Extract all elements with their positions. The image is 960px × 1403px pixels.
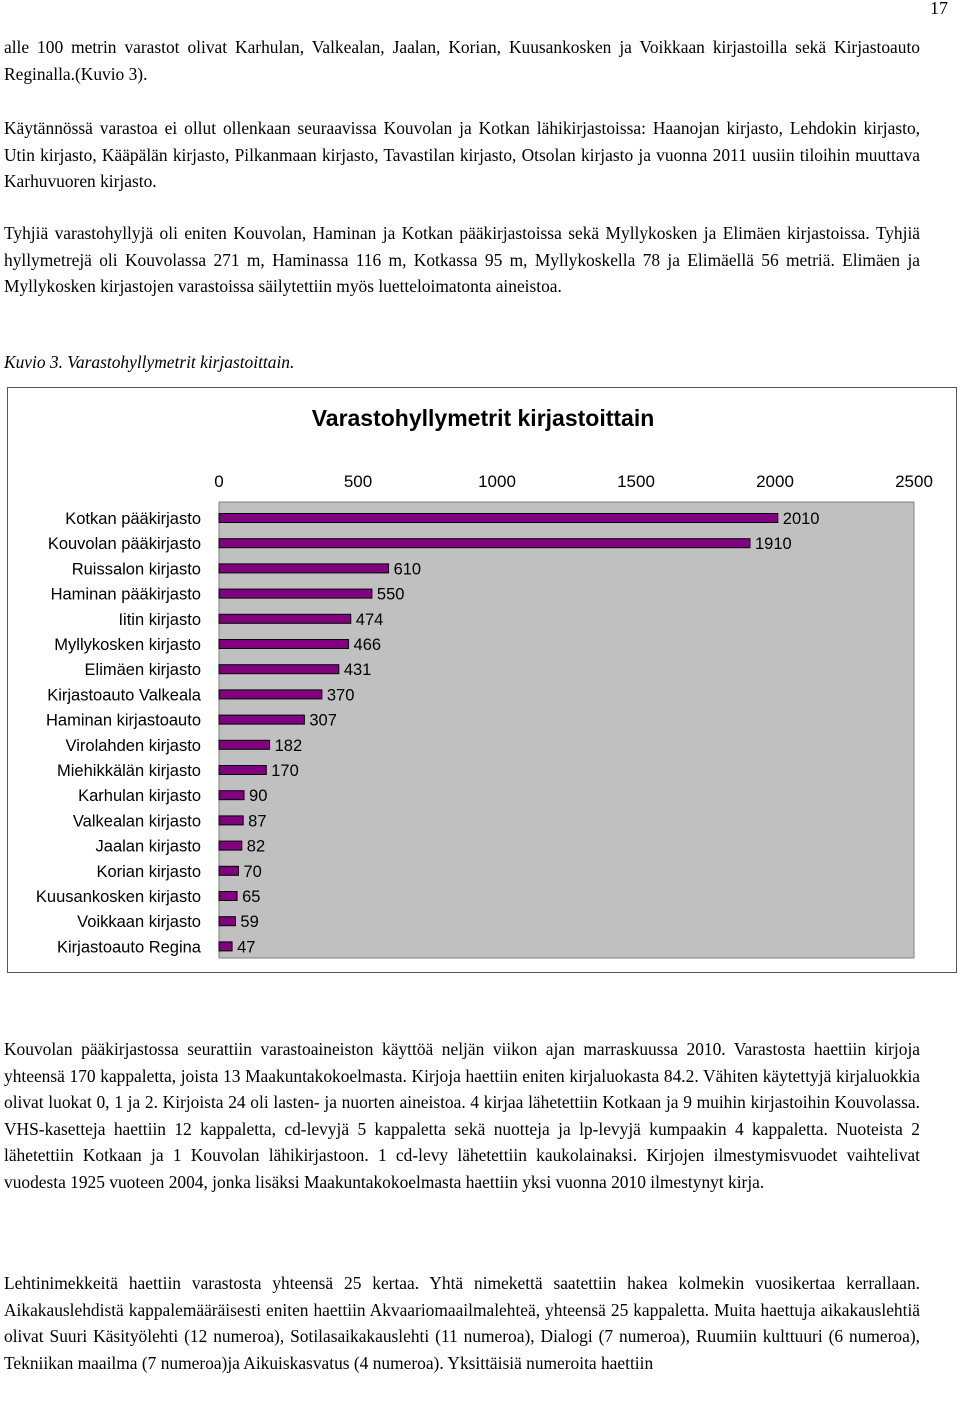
bar: [219, 866, 238, 875]
data-label: 70: [243, 862, 262, 881]
data-label: 47: [237, 938, 256, 957]
category-label: Kotkan pääkirjasto: [65, 510, 201, 528]
paragraph-periodicals: Lehtinimekkeitä haettiin varastosta yhteensä 25 kertaa. Yhtä nimekettä saatettiin hakea kolmekin vuosikertaa kerrallaan. Aikakauslehdistä kappalemääräisesti eniten haettiin Akvaariomaailmalehteä, yhteensä 25 kappaletta. Muita haettuja aikakauslehtiä olivat Suuri Käsityölehti (12 numeroa), Sotilasaikakauslehti (11 numeroa), Dialogi (7 numeroa), Ruumiin kulttuuri (6 numeroa), Tekniikan maailma (7 numeroa)ja Aikuiskasvatus (4 numeroa). Yksittäisiä numeroita haettiin: [4, 1273, 920, 1373]
data-label: 87: [248, 812, 267, 831]
category-label: Kirjastoauto Regina: [56, 938, 201, 957]
chart-title: Varastohyllymetrit kirjastoittain: [311, 405, 655, 431]
category-label: Valkealan kirjasto: [72, 812, 201, 831]
category-label: Kuusankosken kirjasto: [35, 888, 201, 906]
x-tick-label: 2000: [756, 472, 794, 491]
category-label: Myllykosken kirjasto: [54, 636, 201, 654]
bar-chart-svg: [8, 388, 958, 974]
bar: [219, 892, 237, 901]
data-label: 59: [240, 913, 259, 932]
data-label: 82: [246, 837, 266, 856]
bar: [219, 917, 235, 926]
data-label: 610: [393, 560, 422, 579]
page-number: 17: [930, 0, 948, 18]
category-label: Voikkaan kirjasto: [77, 913, 201, 932]
bar-chart: [7, 387, 957, 973]
x-tick-label: 1500: [617, 472, 655, 491]
data-label: 474: [355, 610, 384, 629]
bar: [219, 942, 232, 951]
x-tick-label: 500: [343, 472, 373, 491]
bar: [219, 816, 243, 825]
data-label: 550: [376, 585, 405, 604]
category-label: Korian kirjasto: [96, 862, 201, 881]
paragraph-no-storage: Käytännössä varastoa ei ollut ollenkaan seuraavissa Kouvolan ja Kotkan lähikirjastoissa: Haanojan kirjasto, Lehdokin kirjasto, Utin kirjasto, Kääpälän kirjasto, Pilkanmaan kirjasto, Tavastilan kirjasto, Otsolan kirjasto ja vuonna 2011 uusiin tiloihin muuttava Karhuvuoren kirjasto.: [4, 118, 920, 192]
category-label: Kirjastoauto Valkeala: [47, 686, 201, 705]
data-label: 1910: [754, 535, 792, 554]
data-label: 182: [274, 736, 303, 755]
paragraph-usage-tracking: Kouvolan pääkirjastossa seurattiin varastoaineiston käyttöä neljän viikon ajan marraskuussa 2010. Varastosta haettiin kirjoja yhteensä 170 kappaletta, joista 13 Maakuntakokoelmasta. Kirjoja haettiin eniten kirjaluokasta 84.2. Vähiten käytettyjä kirjaluokkia olivat luokat 0, 1 ja 2. Kirjoista 24 oli lasten- ja nuorten aineistoa. 4 kirjaa lähetettiin Kotkaan ja 9 muihin kirjastoihin Kouvolassa. VHS-kasetteja haettiin 12 kappaletta, cd-levyjä 5 kappaletta sekä nuotteja ja lp-levyjä kumpaakin 4 kappaletta. Nuoteista 2 lähetettiin Kotkaan ja 1 Kouvolan lähikirjastoon. 1 cd-levy lähetettiin kaukolainaksi. Kirjojen ilmestymisvuodet vaihtelivat vuodesta 1925 vuoteen 2004, jonka lisäksi Maakuntakokoelmasta haettiin yksi vuonna 2010 ilmestynyt kirja.: [4, 1039, 920, 1192]
data-label: 2010: [782, 510, 820, 528]
bar: [219, 640, 349, 649]
category-label: Ruissalon kirjasto: [71, 560, 201, 579]
data-label: 466: [353, 636, 382, 654]
bar: [219, 539, 750, 548]
bar: [219, 690, 322, 699]
category-label: Haminan pääkirjasto: [50, 585, 201, 604]
category-label: Jaalan kirjasto: [95, 837, 201, 856]
category-label: Karhulan kirjasto: [78, 787, 201, 806]
x-tick-label: 1000: [478, 472, 516, 491]
data-label: 431: [343, 661, 372, 680]
x-tick-label: 0: [214, 472, 224, 491]
bar: [219, 665, 339, 674]
figure-caption: Kuvio 3. Varastohyllymetrit kirjastoittain.: [4, 352, 295, 372]
data-label: 65: [242, 888, 261, 906]
bar: [219, 564, 389, 573]
data-label: 307: [309, 711, 337, 730]
paragraph-empty-shelves: Tyhjiä varastohyllyjä oli eniten Kouvolan, Haminan ja Kotkan pääkirjastoissa sekä Myllykosken ja Elimäen kirjastoissa. Tyhjiä hyllymetrejä oli Kouvolassa 271 m, Haminassa 116 m, Kotkassa 95 m, Myllykoskella 78 ja Elimäellä 56 metriä. Elimäen ja Myllykosken kirjastojen varastoissa säilytettiin myös luetteloimatonta aineistoa.: [4, 223, 920, 297]
category-label: Elimäen kirjasto: [84, 661, 201, 680]
category-label: Iitin kirjasto: [118, 610, 201, 629]
x-tick-label: 2500: [895, 472, 933, 491]
bar: [219, 841, 242, 850]
data-label: 170: [271, 762, 299, 780]
category-label: Haminan kirjastoauto: [46, 711, 201, 730]
bar: [219, 589, 372, 598]
bar: [219, 791, 244, 800]
bar: [219, 614, 351, 623]
category-label: Kouvolan pääkirjasto: [47, 535, 201, 554]
bar: [219, 715, 304, 724]
bar: [219, 740, 270, 749]
category-label: Virolahden kirjasto: [65, 736, 201, 755]
bar: [219, 514, 778, 523]
paragraph-storage-under-100m: alle 100 metrin varastot olivat Karhulan, Valkealan, Jaalan, Korian, Kuusankosken ja Voikkaan kirjastoilla sekä Kirjastoauto Reginalla.(Kuvio 3).: [4, 37, 920, 84]
category-label: Miehikkälän kirjasto: [57, 762, 201, 780]
data-label: 90: [249, 787, 268, 806]
data-label: 370: [326, 686, 355, 705]
bar: [219, 766, 266, 775]
